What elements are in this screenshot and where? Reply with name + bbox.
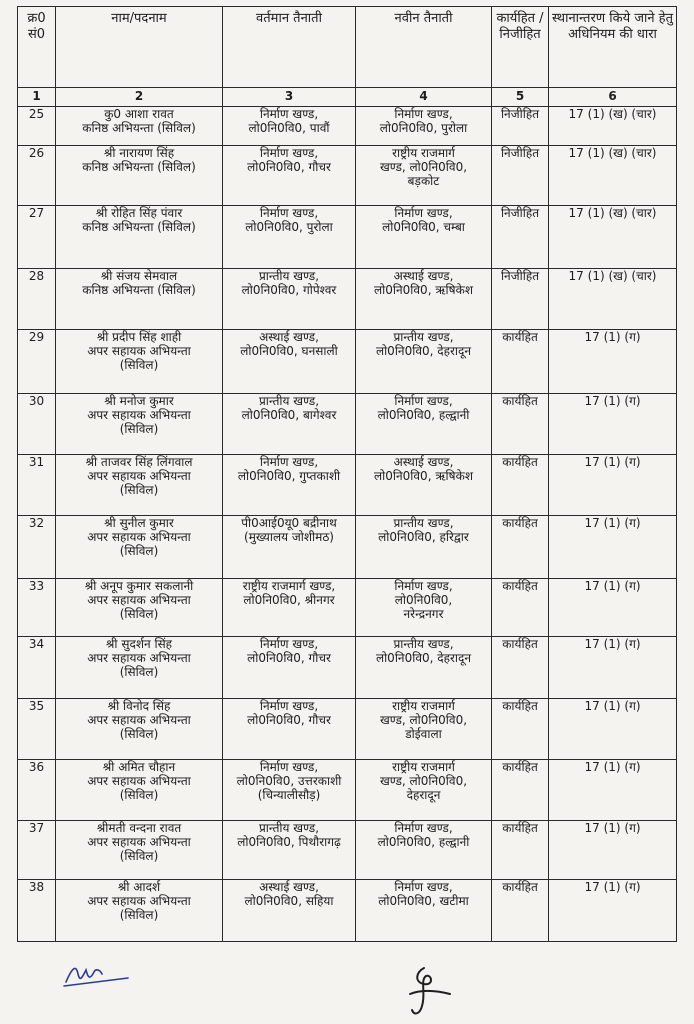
table-body [18,107,677,942]
new-posting-line: लो0नि0वि0, हल्द्वानी [377,408,470,422]
name-line: अपर सहायक अभियन्ता [87,469,191,483]
current-posting-line: अस्थाई खण्ड, [259,330,319,344]
name-line: श्री प्रदीप सिंह शाही [96,330,182,344]
current-posting-line: लो0नि0वि0, गौचर [247,160,331,174]
name-line: (सिविल) [119,422,159,436]
current-posting-line: निर्माण खण्ड, [259,107,319,121]
current-posting-cell [223,269,356,330]
new-posting-line: बड़कोट [407,174,440,188]
new-posting-line: लो0नि0वि0, खटीमा [378,894,469,908]
table-row [18,579,677,637]
interest-type-cell: निजीहित [492,146,549,206]
table-row [18,516,677,579]
name-line: (सिविल) [119,483,159,497]
current-posting-line: निर्माण खण्ड, [259,699,319,713]
name-line: श्री सुदर्शन सिंह [105,637,173,651]
name-line: अपर सहायक अभियन्ता [87,894,191,908]
interest-type-cell: कार्यहित [492,637,549,699]
new-posting-line: देहरादून [406,788,441,802]
act-section-cell: 17 (1) (ख) (चार) [549,107,677,146]
current-posting-line: लो0नि0वि0, सहिया [244,894,334,908]
serial-number-cell: 37 [18,821,56,880]
new-posting-cell [356,760,492,821]
serial-number-cell: 25 [18,107,56,146]
new-posting-cell [356,637,492,699]
new-posting-cell [356,821,492,880]
new-posting-line: प्रान्तीय खण्ड, [393,330,454,344]
new-posting-line: लो0नि0वि0, ऋषिकेश [374,283,473,297]
name-line: श्री सुनील कुमार [104,516,174,530]
name-designation-cell [56,699,223,760]
serial-number-cell: 32 [18,516,56,579]
name-designation-cell [56,455,223,516]
new-posting-line: लो0नि0वि0, देहरादून [375,344,472,358]
table-row [18,821,677,880]
new-posting-line: लो0नि0वि0, चम्बा [382,220,465,234]
name-line: (सिविल) [119,544,159,558]
new-posting-line: निर्माण खण्ड, [394,579,453,593]
current-posting-cell [223,206,356,269]
table-row [18,146,677,206]
name-designation-cell [56,269,223,330]
header-act-section: स्थानान्तरण किये जाने हेतु अधिनियम की धारा [549,7,677,88]
act-section-cell: 17 (1) (ग) [549,330,677,394]
new-posting-cell [356,699,492,760]
new-posting-line: अस्थाई खण्ड, [393,455,454,469]
name-designation-cell [56,394,223,455]
name-line: (सिविल) [119,908,159,922]
interest-type-cell: निजीहित [492,206,549,269]
new-posting-line: निर्माण खण्ड, [394,394,453,408]
column-number-row [18,88,677,107]
new-posting-line: अस्थाई खण्ड, [393,269,454,283]
new-posting-cell [356,579,492,637]
table-row [18,394,677,455]
name-line: कनिष्ठ अभियन्ता (सिविल) [82,220,196,234]
current-posting-line: (चिन्यालीसौड़) [257,788,321,802]
signature-left [62,958,132,990]
current-posting-line: लो0नि0वि0, गौचर [247,651,331,665]
new-posting-line: निर्माण खण्ड, [394,880,453,894]
new-posting-line: राष्ट्रीय राजमार्ग [392,699,455,713]
header-sno: क्र0 सं0 [18,7,56,88]
new-posting-line: लो0नि0वि0, हरिद्वार [378,530,469,544]
table-row [18,269,677,330]
new-posting-cell [356,107,492,146]
new-posting-cell [356,880,492,942]
header-row [18,7,677,88]
name-line: अपर सहायक अभियन्ता [87,651,191,665]
new-posting-line: राष्ट्रीय राजमार्ग [392,146,455,160]
name-line: श्री अमित चौहान [102,760,176,774]
header-interest-type: कार्यहित / निजीहित [492,7,549,88]
name-line: श्री अनूप कुमार सकलानी [84,579,194,593]
current-posting-line: लो0नि0वि0, बागेश्वर [241,408,337,422]
name-line: कु0 आशा रावत [104,107,174,121]
name-line: अपर सहायक अभियन्ता [87,593,191,607]
table-row [18,206,677,269]
name-line: अपर सहायक अभियन्ता [87,774,191,788]
name-line: कनिष्ठ अभियन्ता (सिविल) [82,160,196,174]
act-section-cell: 17 (1) (ग) [549,394,677,455]
new-posting-line: खण्ड, लो0नि0वि0, [379,774,468,788]
name-line: अपर सहायक अभियन्ता [87,530,191,544]
new-posting-line: डोईवाला [405,727,442,741]
current-posting-line: अस्थाई खण्ड, [259,880,319,894]
name-line: (सिविल) [119,849,159,863]
act-section-cell: 17 (1) (ग) [549,637,677,699]
act-section-cell: 17 (1) (ख) (चार) [549,146,677,206]
name-designation-cell [56,821,223,880]
name-line: कनिष्ठ अभियन्ता (सिविल) [82,283,196,297]
current-posting-cell [223,330,356,394]
table-row [18,880,677,942]
current-posting-line: निर्माण खण्ड, [259,146,319,160]
current-posting-line: लो0नि0वि0, उत्तरकाशी [236,774,342,788]
name-line: श्री मनोज कुमार [104,394,174,408]
new-posting-cell [356,455,492,516]
act-section-cell: 17 (1) (ग) [549,516,677,579]
serial-number-cell: 26 [18,146,56,206]
name-line: श्री आदर्श [117,880,161,894]
act-section-cell: 17 (1) (ग) [549,455,677,516]
interest-type-cell: कार्यहित [492,821,549,880]
serial-number-cell: 35 [18,699,56,760]
current-posting-line: निर्माण खण्ड, [259,637,319,651]
new-posting-line: लो0नि0वि0, हल्द्वानी [377,835,470,849]
name-line: अपर सहायक अभियन्ता [87,713,191,727]
name-line: (सिविल) [119,727,159,741]
new-posting-line: प्रान्तीय खण्ड, [393,516,454,530]
interest-type-cell: कार्यहित [492,699,549,760]
current-posting-line: लो0नि0वि0, घनसाली [240,344,338,358]
serial-number-cell: 30 [18,394,56,455]
name-designation-cell [56,579,223,637]
current-posting-line: लो0नि0वि0, गौचर [247,713,331,727]
header-name: नाम/पदनाम [56,7,223,88]
table-row [18,699,677,760]
current-posting-line: प्रान्तीय खण्ड, [258,821,320,835]
name-line: श्री नारायण सिंह [103,146,175,160]
interest-type-cell: कार्यहित [492,330,549,394]
current-posting-line: लो0नि0वि0, श्रीनगर [243,593,335,607]
current-posting-line: प्रान्तीय खण्ड, [258,394,320,408]
column-number: 3 [223,88,356,107]
serial-number-cell: 38 [18,880,56,942]
header-current-posting: वर्तमान तैनाती [223,7,356,88]
table-row [18,760,677,821]
current-posting-line: निर्माण खण्ड, [259,455,319,469]
table-row [18,330,677,394]
name-designation-cell [56,146,223,206]
header-new-posting: नवीन तैनाती [356,7,492,88]
serial-number-cell: 36 [18,760,56,821]
new-posting-cell [356,330,492,394]
name-line: श्री विनोद सिंह [107,699,171,713]
name-line: अपर सहायक अभियन्ता [87,835,191,849]
current-posting-cell [223,760,356,821]
name-designation-cell [56,760,223,821]
new-posting-line: निर्माण खण्ड, [394,107,453,121]
table-row [18,107,677,146]
name-designation-cell [56,206,223,269]
current-posting-line: लो0नि0वि0, गोपेश्वर [241,283,337,297]
act-section-cell: 17 (1) (ग) [549,880,677,942]
current-posting-line: लो0नि0वि0, पावौं [248,121,330,135]
name-line: श्री संजय सेमवाल [100,269,178,283]
table-row [18,455,677,516]
current-posting-cell [223,146,356,206]
new-posting-line: लो0नि0वि0, पुरोला [379,121,468,135]
current-posting-cell [223,516,356,579]
name-line: अपर सहायक अभियन्ता [87,344,191,358]
serial-number-cell: 34 [18,637,56,699]
serial-number-cell: 33 [18,579,56,637]
transfer-table [17,6,677,942]
new-posting-line: खण्ड, लो0नि0वि0, [379,713,468,727]
new-posting-line: लो0नि0वि0, [394,593,453,607]
column-number: 4 [356,88,492,107]
name-designation-cell [56,330,223,394]
current-posting-line: प्रान्तीय खण्ड, [258,269,320,283]
name-line: श्रीमती वन्दना रावत [96,821,182,835]
new-posting-cell [356,269,492,330]
act-section-cell: 17 (1) (ग) [549,821,677,880]
new-posting-line: लो0नि0वि0, देहरादून [375,651,472,665]
column-number: 1 [18,88,56,107]
serial-number-cell: 28 [18,269,56,330]
current-posting-line: (मुख्यालय जोशीमठ) [244,530,334,544]
interest-type-cell: निजीहित [492,107,549,146]
act-section-cell: 17 (1) (ख) (चार) [549,206,677,269]
act-section-cell: 17 (1) (ख) (चार) [549,269,677,330]
interest-type-cell: निजीहित [492,269,549,330]
name-designation-cell [56,880,223,942]
current-posting-cell [223,637,356,699]
new-posting-cell [356,206,492,269]
current-posting-cell [223,699,356,760]
act-section-cell: 17 (1) (ग) [549,760,677,821]
name-line: अपर सहायक अभियन्ता [87,408,191,422]
current-posting-cell [223,455,356,516]
name-line: (सिविल) [119,358,159,372]
new-posting-line: राष्ट्रीय राजमार्ग [392,760,455,774]
current-posting-line: निर्माण खण्ड, [259,760,319,774]
current-posting-cell [223,394,356,455]
interest-type-cell: कार्यहित [492,880,549,942]
new-posting-cell [356,516,492,579]
interest-type-cell: कार्यहित [492,579,549,637]
column-number: 2 [56,88,223,107]
current-posting-cell [223,579,356,637]
name-designation-cell [56,107,223,146]
serial-number-cell: 27 [18,206,56,269]
name-designation-cell [56,516,223,579]
name-designation-cell [56,637,223,699]
new-posting-cell [356,146,492,206]
interest-type-cell: कार्यहित [492,455,549,516]
table-row [18,637,677,699]
name-line: श्री रोहित सिंह पंवार [95,206,183,220]
current-posting-cell [223,880,356,942]
current-posting-line: लो0नि0वि0, गुप्तकाशी [237,469,341,483]
new-posting-line: निर्माण खण्ड, [394,821,453,835]
current-posting-cell [223,821,356,880]
new-posting-cell [356,394,492,455]
current-posting-line: लो0नि0वि0, पुरोला [245,220,333,234]
name-line: (सिविल) [119,788,159,802]
act-section-cell: 17 (1) (ग) [549,699,677,760]
current-posting-line: निर्माण खण्ड, [259,206,319,220]
new-posting-line: निर्माण खण्ड, [394,206,453,220]
name-line: (सिविल) [119,665,159,679]
name-line: (सिविल) [119,607,159,621]
column-number: 5 [492,88,549,107]
current-posting-line: पी0आई0यू0 बद्रीनाथ [241,516,337,530]
signature-middle [404,964,456,1020]
interest-type-cell: कार्यहित [492,516,549,579]
serial-number-cell: 31 [18,455,56,516]
act-section-cell: 17 (1) (ग) [549,579,677,637]
current-posting-cell [223,107,356,146]
column-number: 6 [549,88,677,107]
new-posting-line: लो0नि0वि0, ऋषिकेश [374,469,473,483]
interest-type-cell: कार्यहित [492,394,549,455]
current-posting-line: राष्ट्रीय राजमार्ग खण्ड, [242,579,336,593]
current-posting-line: लो0नि0वि0, पिथौरागढ़ [237,835,341,849]
new-posting-line: खण्ड, लो0नि0वि0, [379,160,468,174]
new-posting-line: नरेन्द्रनगर [403,607,444,621]
new-posting-line: प्रान्तीय खण्ड, [393,637,454,651]
name-line: कनिष्ठ अभियन्ता (सिविल) [82,121,196,135]
serial-number-cell: 29 [18,330,56,394]
name-line: श्री ताजवर सिंह लिंगवाल [85,455,193,469]
interest-type-cell: कार्यहित [492,760,549,821]
